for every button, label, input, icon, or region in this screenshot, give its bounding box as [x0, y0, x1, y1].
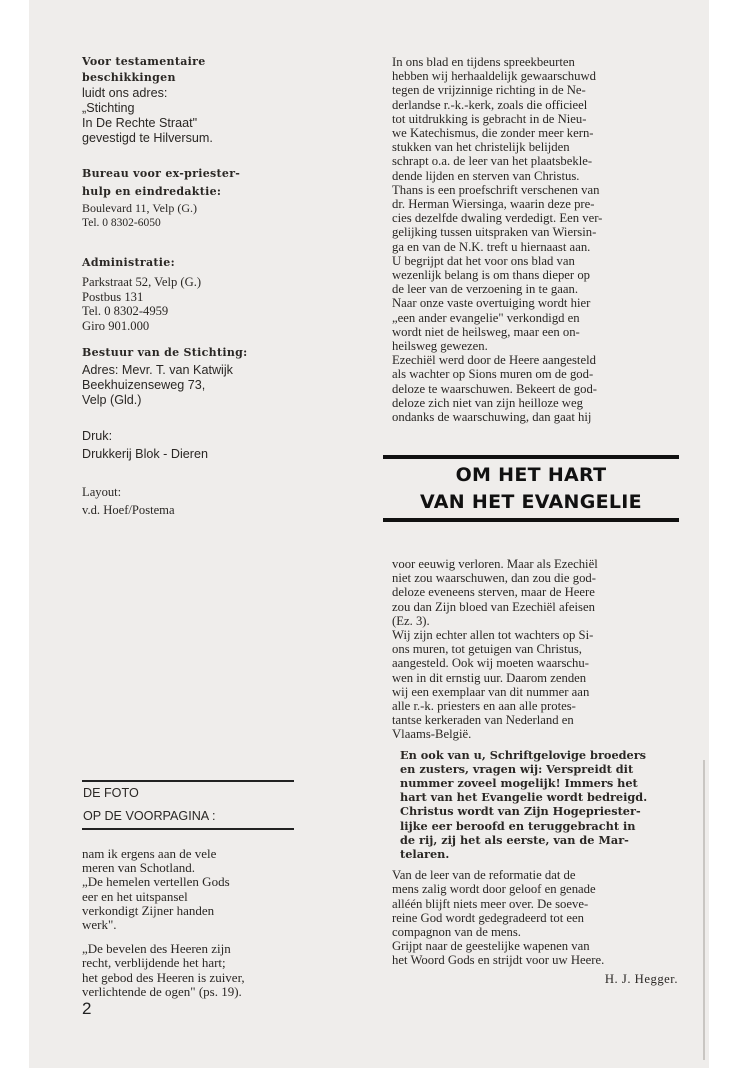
caption-line: het gebod des Heeren is zuiver, [82, 969, 245, 985]
caption-line: meren van Schotland. [82, 860, 195, 876]
article-line: compagnon van de mens. [392, 925, 521, 940]
article-line: het Woord Gods en strijdt voor uw Heere. [392, 953, 605, 968]
article-line: cies dezelfde dwaling verdedigt. Een ver- [392, 211, 603, 226]
bestuur-line: Velp (Gld.) [82, 393, 142, 407]
article-body [392, 557, 678, 986]
layout-block [82, 483, 175, 519]
bureau-heading-1: Bureau voor ex-priester- [82, 167, 241, 180]
admin-line: Parkstraat 52, Velp (G.) [82, 275, 202, 289]
photo-caption [82, 780, 294, 1009]
article-line: U begrijpt dat het voor ons blad van [392, 253, 575, 268]
bureau-heading-2: hulp en eindredaktie: [82, 185, 222, 198]
article-signature: H. J. Hegger. [604, 971, 678, 986]
article-line: mens zalig wordt door geloof en genade [392, 882, 596, 897]
article-line: wordt niet de heilsweg, maar een on- [392, 324, 580, 339]
druk-block [82, 427, 208, 463]
article-line: als wachter op Sions muren om de god- [392, 367, 594, 382]
article-line: gelijking tussen uitspraken van Wiersin- [392, 225, 597, 240]
caption-line: verkondigt Zijner handen [82, 902, 215, 918]
article-title [383, 459, 679, 518]
article-line: hebben wij herhaaldelijk gewaarschuwd [392, 69, 596, 84]
article-line: heilsweg gewezen. [392, 339, 488, 354]
caption-line: „De hemelen vertellen Gods [82, 874, 230, 890]
admin-block [82, 255, 201, 333]
article-line: wezenlijk belang is om thans dieper op [392, 268, 591, 283]
article-mid [392, 557, 678, 742]
testament-heading-2: beschikkingen [82, 71, 176, 84]
article-line: alle r.-k. priesters en aan alle protes- [392, 699, 576, 714]
testament-line: gevestigd te Hilversum. [82, 131, 213, 145]
testament-line: luidt ons adres: [82, 86, 168, 100]
article-line: niet zou waarschuwen, dan zou die god- [392, 571, 596, 586]
caption-line: „De bevelen des Heeren zijn [82, 941, 231, 957]
article-line: dr. Herman Wiersinga, waarin deze pre- [392, 197, 595, 212]
article-line: In ons blad en tijdens spreekbeurten [392, 55, 575, 69]
article-line: alléén blijft niets meer over. De soeve- [392, 896, 589, 911]
appeal-line: en zusters, vragen wij: Verspreidt dit [400, 761, 634, 776]
testament-line: In De Rechte Straat" [82, 116, 198, 130]
layout-label: Layout: [82, 485, 122, 499]
appeal-line: lijke eer beroofd en teruggebracht in [400, 818, 636, 833]
article-line: deloze zich niet van zijn heilloze weg [392, 395, 583, 410]
article-line: derlandse r.-k.-kerk, zoals die officieel [392, 97, 588, 112]
appeal-line: telaren. [400, 847, 450, 862]
article-line: Vlaams-België. [392, 727, 472, 742]
article-line: Grijpt naar de geestelijke wapenen van [392, 939, 590, 954]
article-line: aangesteld. Ook wij moeten waarschu- [392, 656, 589, 671]
testament-line: „Stichting [82, 101, 135, 115]
article-line: de leer van de verzoening in te gaan. [392, 282, 578, 297]
article-line: reine God wordt gedegradeerd tot een [392, 910, 584, 925]
article-appeal [400, 748, 678, 862]
caption-title-1: DE FOTO [83, 786, 139, 800]
admin-line: Giro 901.000 [82, 318, 150, 333]
caption-bottom-rule [82, 828, 294, 830]
article-title-line-2: VAN HET EVANGELIE [420, 491, 642, 513]
article-title-box [383, 455, 679, 522]
article-end [392, 868, 678, 967]
appeal-line: de rij, zij het als eerste, van de Mar- [400, 832, 629, 847]
article-line: wen in dit ernstig uur. Daarom zenden [392, 670, 587, 685]
bureau-line: Boulevard 11, Velp (G.) [82, 201, 197, 215]
page-number: 2 [82, 999, 92, 1018]
admin-line: Postbus 131 [82, 289, 144, 304]
bestuur-line: Adres: Mevr. T. van Katwijk [82, 363, 233, 377]
layout-text: v.d. Hoef/Postema [82, 503, 175, 517]
bestuur-line: Beekhuizenseweg 73, [82, 378, 206, 392]
druk-label: Druk: [82, 429, 113, 443]
article-line: (Ez. 3). [392, 613, 430, 628]
article-line: Van de leer van de reformatie dat de [392, 868, 576, 883]
article-line: ga en van de N.K. treft u hiernaast aan. [392, 239, 591, 254]
article-line: we Katechismus, die zonder meer kern- [392, 126, 594, 141]
article-title-line-1: OM HET HART [455, 464, 607, 486]
article-line: tantse kerkeraden van Nederland en [392, 713, 574, 728]
appeal-line: Christus wordt van Zijn Hogepriester- [400, 804, 641, 819]
admin-heading: Administratie: [82, 256, 175, 269]
bureau-line: Tel. 0 8302-6050 [82, 216, 161, 229]
caption-line: recht, verblijdende het hart; [82, 955, 226, 971]
article-line: wij een exemplaar van dit nummer aan [392, 684, 590, 699]
caption-para [82, 942, 294, 999]
bestuur-heading: Bestuur van de Stichting: [82, 346, 248, 359]
article-line: deloze eveneens sterven, maar de Heere [392, 585, 595, 600]
article-line: deloze te waarschuwen. Bekeert de god- [392, 381, 598, 396]
article-line: Wij zijn echter allen tot wachters op Si- [392, 628, 594, 643]
caption-title-2: OP DE VOORPAGINA : [83, 809, 216, 823]
appeal-line: hart van het Evangelie wordt bedreigd. [400, 790, 648, 805]
article-line: Naar onze vaste overtuiging wordt hier [392, 296, 591, 311]
article-line: voor eeuwig verloren. Maar als Ezechiël [392, 557, 598, 571]
page-edge-shadow [703, 760, 705, 1060]
article-line: tegen de vrijzinnige richting in de Ne- [392, 83, 586, 98]
article-line: dende lijden en sterven van Christus. [392, 168, 580, 183]
bureau-block [82, 165, 240, 230]
appeal-line: nummer zoveel mogelijk! Immers het [400, 776, 638, 791]
bestuur-block [82, 345, 247, 408]
caption-para [82, 847, 294, 932]
druk-text: Drukkerij Blok - Dieren [82, 447, 208, 461]
article-line: ons muren, tot getuigen van Christus, [392, 642, 582, 657]
article-line: stukken van het christelijk belijden [392, 140, 570, 155]
caption-text [82, 847, 294, 999]
caption-line: werk". [82, 917, 117, 933]
article-line: Thans is een proefschrift verschenen van [392, 182, 600, 197]
caption-line: nam ik ergens aan de vele [82, 846, 217, 861]
article-line: Ezechiël werd door de Heere aangesteld [392, 353, 596, 368]
admin-line: Tel. 0 8302-4959 [82, 304, 169, 318]
article-line: ondanks de waarschuwing, dan gaat hij [392, 410, 592, 425]
caption-line: eer en het uitspansel [82, 888, 188, 904]
article-line: zou dan Zijn bloed van Ezechiël afeisen [392, 599, 595, 614]
article-line: „een ander evangelie" verkondigd en [392, 310, 580, 325]
testament-heading-1: Voor testamentaire [82, 55, 206, 68]
caption-line: verlichtende de ogen" (ps. 19). [82, 983, 242, 999]
article-intro [392, 55, 678, 424]
appeal-line: En ook van u, Schriftgelovige broeders [400, 747, 647, 762]
testament-block [82, 54, 213, 146]
title-bottom-rule [383, 518, 679, 522]
article-line: schrapt o.a. de leer van het plaatsbekle- [392, 154, 593, 169]
article-line: tot uitdrukking is gebracht in de Nieu- [392, 111, 587, 126]
